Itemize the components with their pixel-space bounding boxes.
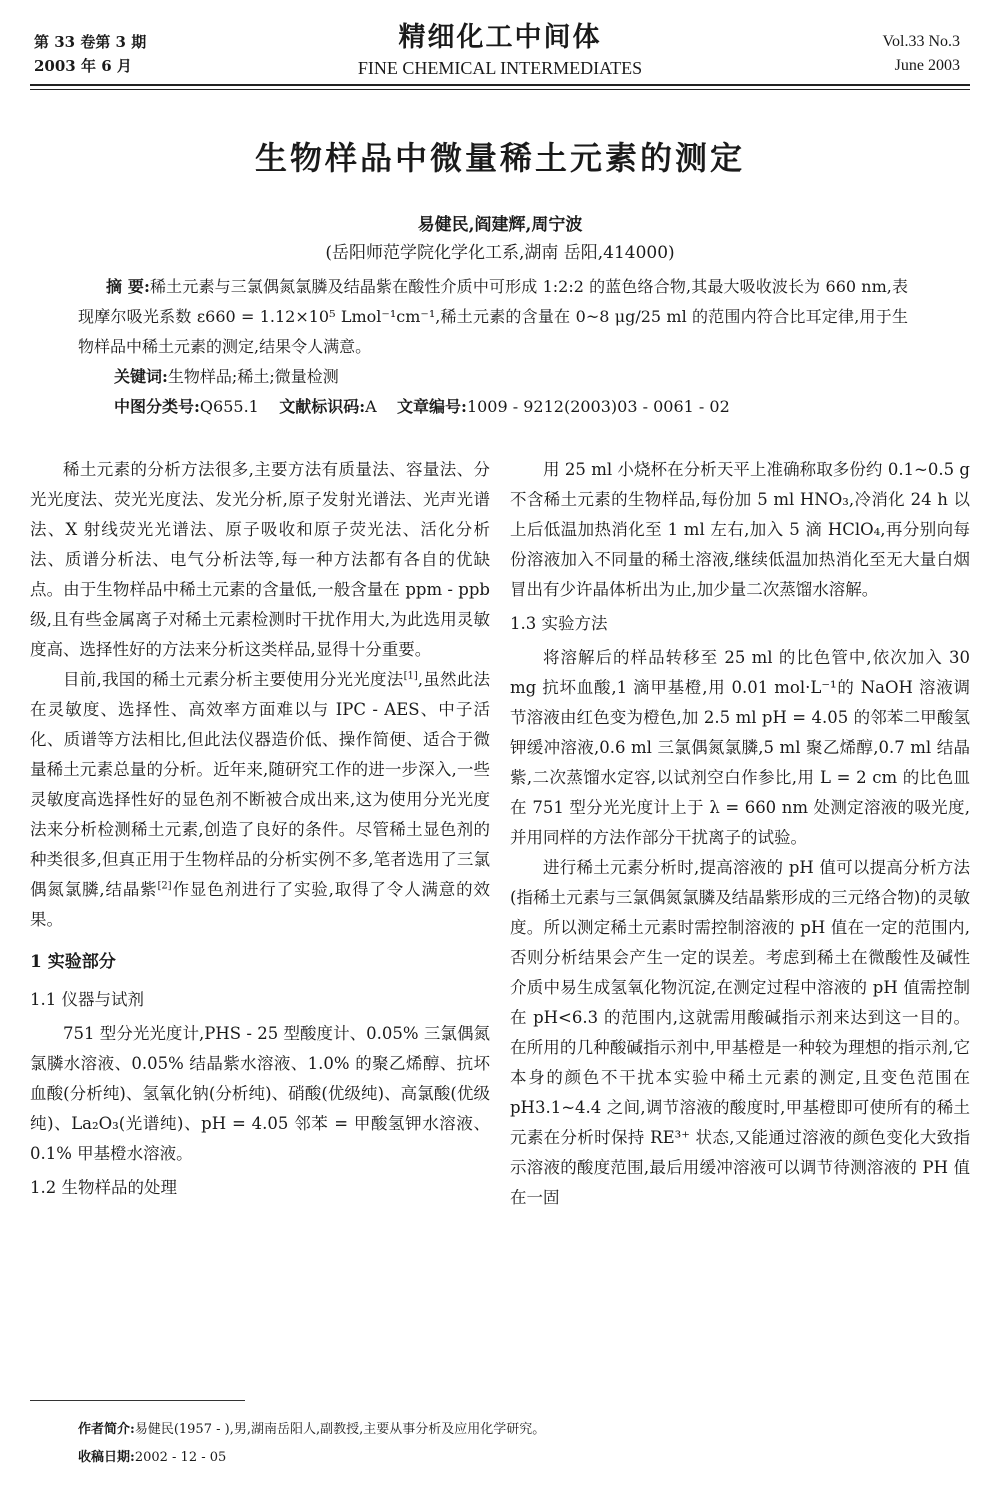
issue-info <box>34 30 146 78</box>
abstract-block <box>78 272 908 422</box>
received-label: 收稿日期: <box>78 1450 135 1465</box>
author-bio-text: 易健民(1957 - ),男,湖南岳阳人,副教授,主要从事分析及应用化学研究。 <box>134 1422 546 1437</box>
date-en: June 2003 <box>894 57 960 74</box>
date-cn: 2003 年 6 月 <box>34 57 132 75</box>
right-column <box>510 455 970 1213</box>
classification-line <box>78 392 908 422</box>
text-run: ,虽然此法在灵敏度、选择性、高效率方面难以与 IPC - AES、中子活化、质谱等方法相比,但此法仪器造价低、操作简便、适合于微量稀土元素总量的分析。近年来,随研究工作的进一步深入,一些灵敏度高选择性好的显色剂不断被合成出来,这为使用分光光度法来分析检测稀土元素,创造了良好的条件。尽管稀土显色剂的种类很多,但真正用于生物样品的分析实例不多,笔者选用了三氯偶氮氯膦,结晶紫 <box>30 670 490 899</box>
author-bio <box>78 1420 545 1440</box>
body-paragraph: 进行稀土元素分析时,提高溶液的 pH 值可以提高分析方法(指稀土元素与三氯偶氮氯膦及结晶紫形成的三元络合物)的灵敏度。所以测定稀土元素时需控制溶液的 pH 值在一定的范围内,否则分析结果会产生一定的误差。考虑到稀土在微酸性及碱性介质中易生成氢氧化物沉淀,在测定过程中溶液的 pH 值需控制在 pH<6.3 的范围内,这就需用酸碱指示剂来达到这一目的。在所用的几种酸碱指示剂中,甲基橙是一种较为理想的指示剂,它本身的颜色不干扰本实验中稀土元素的测定,且变色范围在 pH3.1~4.4 之间,调节溶液的酸度时,甲基橙即可使所有的稀土元素在分析时保持 RE³⁺ 状态,又能通过溶液的颜色变化大致指示溶液的酸度范围,最后用缓冲溶液可以调节待测溶液的 PH 值在一固 <box>510 858 970 1207</box>
article-no-label: 文章编号: <box>397 397 467 416</box>
abstract-label: 摘 要: <box>106 277 150 296</box>
text-run: 作显色剂进行了实验,取得了令人满意的效果。 <box>30 880 490 929</box>
subsection-heading: 1.3 实验方法 <box>510 614 608 633</box>
author-affiliation: (岳阳师范学院化学化工系,湖南 岳阳,414000) <box>325 243 675 263</box>
journal-name <box>260 20 740 80</box>
header-rule-thin <box>30 89 970 90</box>
body-paragraph <box>30 665 490 935</box>
section-heading: 1 实验部分 <box>30 952 116 972</box>
subsection-heading: 1.2 生物样品的处理 <box>30 1178 177 1197</box>
volume-issue-en: Vol.33 No.3 <box>882 33 960 50</box>
keywords-text: 生物样品;稀土;微量检测 <box>167 367 339 386</box>
body-paragraph: 稀土元素的分析方法很多,主要方法有质量法、容量法、分光光度法、荧光光度法、发光分析,原子发射光谱法、光声光谱法、X 射线荧光光谱法、原子吸收和原子荧光法、活化分析法、质谱分析法、电气分析法等,每一种方法都有各自的优缺点。由于生物样品中稀土元素的含量低,一般含量在 ppm - ppb 级,且有些金属离子对稀土元素检测时干扰作用大,为此选用灵敏度高、选择性好的方法来分析这类样品,显得十分重要。 <box>30 460 490 659</box>
issue-info-en <box>883 30 961 78</box>
clc-label: 中图分类号: <box>114 397 200 416</box>
body-paragraph: 751 型分光光度计,PHS - 25 型酸度计、0.05% 三氯偶氮氯膦水溶液、0.05% 结晶紫水溶液、1.0% 的聚乙烯醇、抗坏血酸(分析纯)、氢氧化钠(分析纯)、硝酸(优级纯)、高氯酸(优级纯)、La₂O₃(光谱纯)、pH = 4.05 邻苯 = 甲酸氢钾水溶液、0.1% 甲基橙水溶液。 <box>30 1024 490 1163</box>
left-column <box>30 455 490 1207</box>
doc-code-value: A <box>365 397 377 416</box>
author-bio-label: 作者简介: <box>78 1422 135 1437</box>
citation-ref[interactable]: [2] <box>157 880 172 892</box>
abstract <box>78 272 908 362</box>
received-date <box>78 1448 226 1468</box>
doc-code-label: 文献标识码: <box>279 397 366 416</box>
volume-issue-cn: 第 33 卷第 3 期 <box>34 33 147 51</box>
journal-title-cn: 精细化工中间体 <box>398 22 602 53</box>
journal-title-en: FINE CHEMICAL INTERMEDIATES <box>357 58 643 78</box>
citation-ref[interactable]: [1] <box>403 670 418 682</box>
article-no-value: 1009 - 9212(2003)03 - 0061 - 02 <box>466 397 730 416</box>
article-title: 生物样品中微量稀土元素的测定 <box>254 139 745 177</box>
header-rule-thick <box>30 84 970 86</box>
body-paragraph: 将溶解后的样品转移至 25 ml 的比色管中,依次加入 30 mg 抗坏血酸,1 滴甲基橙,用 0.01 mol·L⁻¹的 NaOH 溶液调节溶液由红色变为橙色,加 2.5 ml pH = 4.05 的邻苯二甲酸氢钾缓冲溶液,0.6 ml 三氯偶氮氯膦,5 ml 聚乙烯醇,0.7 ml 结晶紫,二次蒸馏水定容,以试剂空白作参比,用 L = 2 cm 的比色皿在 751 型分光光度计上于 λ = 660 nm 处测定溶液的吸光度,并用同样的方法作部分干扰离子的试验。 <box>510 648 970 847</box>
footnote-rule <box>30 1400 245 1401</box>
subsection-heading: 1.1 仪器与试剂 <box>30 990 144 1009</box>
text-run: 目前,我国的稀土元素分析主要使用分光光度法 <box>63 670 404 689</box>
article-authors: 易健民,阎建辉,周宁波 <box>417 215 583 235</box>
keywords <box>78 362 908 392</box>
abstract-text: 稀土元素与三氯偶氮氯膦及结晶紫在酸性介质中可形成 1:2:2 的蓝色络合物,其最大吸收波长为 660 nm,表现摩尔吸光系数 ε660 = 1.12×10⁵ Lmol⁻¹cm⁻¹,稀土元素的含量在 0~8 μg/25 ml 的范围内符合比耳定律,用于生物样品中稀土元素的测定,结果令人满意。 <box>78 277 908 356</box>
received-value: 2002 - 12 - 05 <box>134 1450 227 1465</box>
body-paragraph: 用 25 ml 小烧杯在分析天平上准确称取多份约 0.1~0.5 g 不含稀土元素的生物样品,每份加 5 ml HNO₃,冷消化 24 h 以上后低温加热消化至 1 ml 左右,加入 5 滴 HClO₄,再分别向每份溶液加入不同量的稀土溶液,继续低温加热消化至无大量白烟冒出有少许晶体析出为止,加少量二次蒸馏水溶解。 <box>510 460 970 599</box>
clc-value: Q655.1 <box>199 397 259 416</box>
keywords-label: 关键词: <box>114 367 168 386</box>
